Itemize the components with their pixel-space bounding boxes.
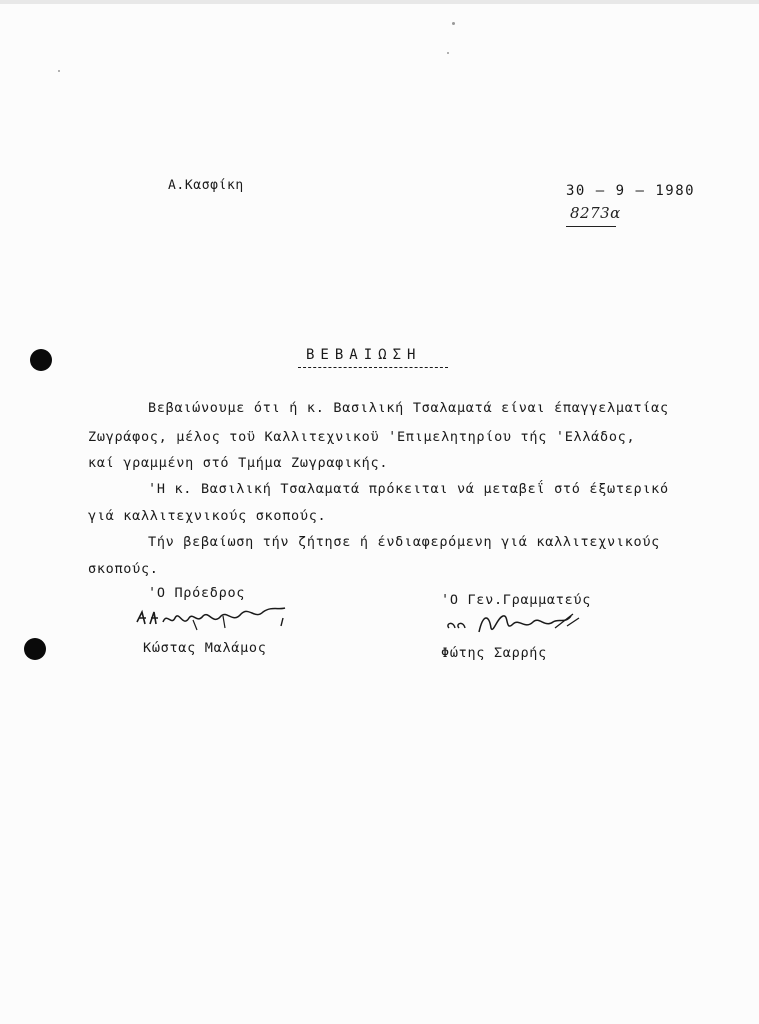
paragraph-3-line-1: Τήν βεβαίωση τήν ζήτησε ή ένδιαφερόμενη γιά καλλιτεχνικούς (148, 534, 661, 550)
sender-name: Α.Κασφίκη (168, 178, 244, 193)
paper-speck (447, 52, 449, 54)
president-name: Κώστας Μαλάμος (143, 640, 267, 656)
president-title: 'Ο Πρόεδρος (148, 585, 246, 601)
paragraph-3-line-2: σκοπούς. (88, 561, 159, 577)
paragraph-1-line-3: καί γραμμένη στό Τμήμα Ζωγραφικής. (88, 455, 389, 471)
secretary-signature (443, 610, 593, 636)
paragraph-2-line-2: γιά καλλιτεχνικούς σκοπούς. (88, 508, 327, 524)
document-date: 30 – 9 – 1980 (566, 183, 696, 199)
secretary-name: Φώτης Σαρρής (441, 645, 547, 661)
paper-speck (452, 22, 455, 25)
punch-hole-bottom (24, 638, 46, 660)
document-title: ΒΕΒΑΙΩΣΗ (306, 347, 422, 363)
secretary-title: 'Ο Γεν.Γραμματεύς (441, 592, 592, 608)
paper-speck (58, 70, 60, 72)
paragraph-2-line-1: 'Η κ. Βασιλική Τσαλαματά πρόκειται νά μεταβεΐ στό έξωτερικό (148, 481, 669, 497)
title-underline (298, 367, 448, 368)
punch-hole-top (30, 349, 52, 371)
protocol-number: 8273α (570, 204, 621, 222)
president-signature (133, 600, 293, 632)
page-top-edge (0, 0, 759, 4)
protocol-underline (566, 226, 616, 227)
paragraph-1-line-1: Βεβαιώνουμε ότι ή κ. Βασιλική Τσαλαματά είναι έπαγγελματίας (148, 400, 669, 416)
paragraph-1-line-2: Ζωγράφος, μέλος τοϋ Καλλιτεχνικοϋ 'Επιμελητηρίου τής 'Ελλάδος, (88, 429, 636, 445)
